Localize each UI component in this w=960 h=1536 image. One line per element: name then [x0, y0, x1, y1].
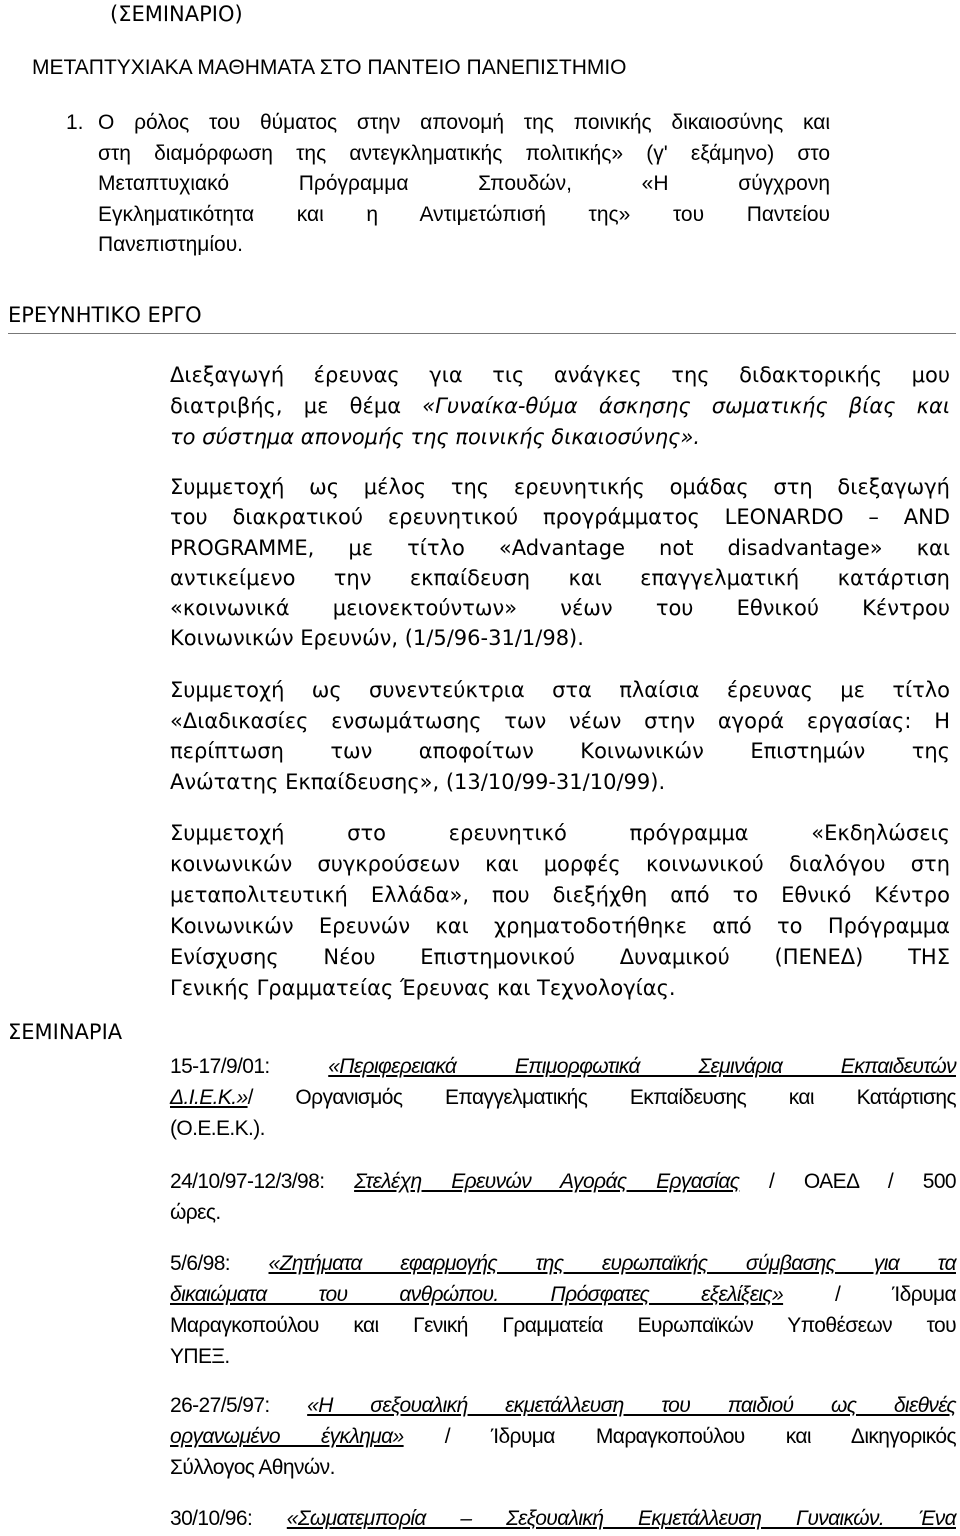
seminar-entry-5 [170, 1503, 956, 1534]
paragraph-line: Γενικής Γραμματείας Έρευνας και Τεχνολογίας. [170, 976, 676, 1000]
research-paragraph-2 [170, 472, 950, 654]
paragraph-line: Ενίσχυσης Νέου Επιστημονικού Δυναμικού (ΠΕΝΕΔ) ΤΗΣ [170, 945, 950, 969]
paragraph-line: «κοινωνικά μειονεκτούντων» νέων του Εθνικού Κέντρου [170, 596, 950, 621]
paragraph-line: Συμμετοχή ως συνεντεύκτρια στα πλαίσια έρευνας με τίτλο [170, 678, 950, 702]
paragraph-line: το σύστημα απονομής της ποινικής δικαιοσύνης». [170, 425, 701, 449]
seminar-line: δικαιώματα του ανθρώπου. Πρόσφατες εξελίξεις» / Ίδρυμα [170, 1283, 956, 1306]
course-line: Ο ρόλος του θύματος στην απονομή της ποινικής δικαιοσύνης και [98, 111, 830, 134]
seminar-entry-4 [170, 1390, 956, 1483]
paragraph-line: Κοινωνικών Ερευνών και χρηματοδοτήθηκε από το Πρόγραμμα [170, 914, 950, 938]
paragraph-line: «Διαδικασίες ενσωμάτωσης των νέων στην αγορά εργασίας: Η [170, 708, 950, 733]
course-line: Μεταπτυχιακό Πρόγραμμα Σπουδών, «Η σύγχρονη [98, 172, 830, 195]
seminar-line: Σύλλογος Αθηνών. [170, 1456, 335, 1479]
paragraph-line: διατριβής, με θέμα «Γυναίκα-θύμα άσκησης σωματικής βίας και [170, 394, 950, 418]
paragraph-line: Διεξαγωγή έρευνας για τις ανάγκες της διδακτορικής μου [170, 363, 950, 387]
course-item-text [98, 108, 830, 261]
seminar-entry-2 [170, 1166, 956, 1228]
paragraph-line: Συμμετοχή στο ερευνητικό πρόγραμμα «Εκδηλώσεις [170, 821, 950, 845]
seminar-line: 30/10/96: «Σωματεμπορία – Σεξουαλική Εκμετάλλευση Γυναικών. Ένα [170, 1507, 956, 1530]
seminar-line: 5/6/98: «Ζητήματα εφαρμογής της ευρωπαϊκής σύμβασης για τα [170, 1252, 956, 1275]
research-heading: ΕΡΕΥΝΗΤΙΚΟ ΕΡΓΟ [8, 303, 202, 327]
paragraph-line: αντικείμενο την εκπαίδευση και επαγγελματική κατάρτιση [170, 565, 950, 590]
seminar-entry-3 [170, 1248, 956, 1372]
seminars-heading: ΣΕΜΙΝΑΡΙΑ [8, 1020, 123, 1044]
research-paragraph-4 [170, 818, 950, 1004]
course-line: Εγκληματικότητα και η Αντιμετώπισή της» του Παντείου [98, 202, 830, 226]
seminario-tag: (ΣΕΜΙΝΑΡΙΟ) [110, 2, 243, 26]
seminar-line: ώρες. [170, 1201, 221, 1224]
course-line: Πανεπιστημίου. [98, 233, 244, 256]
paragraph-line: Συμμετοχή ως μέλος της ερευνητικής ομάδας στη διεξαγωγή [170, 475, 950, 499]
seminar-line: Μαραγκοπούλου και Γενική Γραμματεία Ευρωπαϊκών Υποθέσεων του [170, 1314, 956, 1337]
research-paragraph-1 [170, 360, 950, 453]
paragraph-line: κοινωνικών συγκρούσεων και μορφές κοινωνικού διαλόγου στη [170, 852, 950, 876]
paragraph-line: μεταπολιτευτική Ελλάδα», που διεξήχθη από το Εθνικό Κέντρο [170, 883, 950, 907]
course-line: στη διαμόρφωση της αντεγκληματικής πολιτικής» (γ' εξάμηνο) στο [98, 141, 830, 165]
research-paragraph-3 [170, 675, 950, 797]
paragraph-line: του διακρατικού ερευνητικού προγράμματος LEONARDO – AND [170, 505, 950, 530]
seminar-line: 15-17/9/01: «Περιφερειακά Επιμορφωτικά Σεμινάρια Εκπαιδευτών [170, 1055, 956, 1078]
paragraph-line: περίπτωση των αποφοίτων Κοινωνικών Επιστημών της [170, 739, 950, 763]
seminar-line: 26-27/5/97: «Η σεξουαλική εκμετάλλευση του παιδιού ως διεθνές [170, 1394, 956, 1417]
paragraph-line: Ανώτατης Εκπαίδευσης», (13/10/99-31/10/99). [170, 769, 666, 794]
course-item-number: 1. [66, 111, 84, 134]
seminar-line: ΥΠΕΞ. [170, 1345, 230, 1368]
seminar-line: Δ.Ι.Ε.Κ.»/ Οργανισμός Επαγγελματικής Εκπαίδευσης και Κατάρτισης [170, 1086, 956, 1109]
seminar-line: 24/10/97-12/3/98: Στελέχη Ερευνών Αγοράς Εργασίας / ΟΑΕΔ / 500 [170, 1170, 956, 1193]
paragraph-line: Κοινωνικών Ερευνών, (1/5/96-31/1/98). [170, 626, 584, 651]
section-divider [8, 333, 956, 334]
masters-title: ΜΕΤΑΠΤΥΧΙΑΚΑ ΜΑΘΗΜΑΤΑ ΣΤΟ ΠΑΝΤΕΙΟ ΠΑΝΕΠΙΣΤΗΜΙΟ [32, 56, 627, 79]
seminar-line: (Ο.Ε.Ε.Κ.). [170, 1117, 265, 1140]
seminar-line: οργανωμένο έγκλημα» / Ίδρυμα Μαραγκοπούλου και Δικηγορικός [170, 1425, 957, 1448]
paragraph-line: PROGRAMME, με τίτλο «Advantage not disadvantage» και [170, 535, 950, 560]
seminar-entry-1 [170, 1051, 956, 1144]
